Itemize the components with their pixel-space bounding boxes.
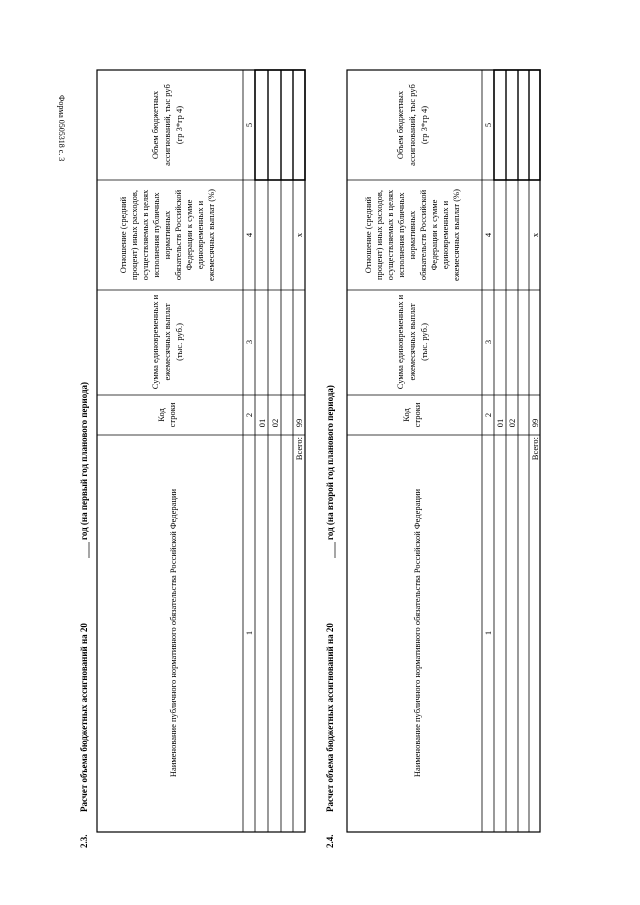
section-2-4-title-suffix: год (на второй год планового периода): [325, 385, 335, 540]
section-2-3-title-prefix: Расчет объема бюджетных ассигнований на 20: [79, 623, 89, 812]
header-volume-line: Объем бюджетных: [150, 90, 160, 160]
header-ratio-line: процент) иных расходов,: [129, 189, 139, 281]
col-number-1: 1: [244, 630, 254, 636]
col-number-2: 2: [483, 412, 493, 418]
header-volume-line: (гр 3*гр 4): [419, 105, 429, 145]
section-2-4: [325, 70, 540, 848]
col-number-5: 5: [244, 122, 254, 128]
row-code: 01: [257, 418, 267, 428]
section-2-3-title-suffix: год (на первый год планового периода): [79, 381, 89, 540]
header-ratio-line: процент) иных расходов,: [374, 189, 384, 281]
section-2-3-table: [97, 70, 305, 832]
header-ratio-line: единовременных и: [195, 200, 205, 270]
section-2-4-header-volume: [395, 84, 429, 166]
section-2-4-title-prefix: Расчет объема бюджетных ассигнований на 20: [325, 623, 335, 812]
header-sum-line: (тыс. руб.): [419, 323, 429, 361]
col-number-4: 4: [244, 232, 254, 238]
header-ratio-line: единовременных и: [440, 200, 450, 270]
header-ratio-line: исполнения публичных: [151, 192, 161, 278]
header-code-line: строки: [167, 402, 177, 428]
header-code-line: Код: [156, 408, 166, 422]
header-ratio-line: обязательств Российской: [173, 189, 183, 281]
header-volume-line: Объем бюджетных: [395, 90, 405, 160]
header-ratio-line: Федерации к сумме: [184, 199, 194, 271]
header-sum-line: ежемесячных выплат: [407, 303, 417, 381]
section-2-3-number: 2.3.: [79, 834, 89, 848]
table-frame: [97, 70, 305, 832]
header-ratio-line: Отношение (средний: [118, 196, 128, 274]
col-number-4: 4: [483, 232, 493, 238]
header-code-line: строки: [412, 402, 422, 428]
section-2-4-header-sum: [395, 294, 429, 389]
col-number-3: 3: [244, 339, 254, 345]
row-code: 01: [495, 418, 505, 428]
section-2-4-table: [347, 70, 540, 832]
section-2-3-header-volume: [150, 84, 184, 166]
header-ratio-line: осуществляемых в целях: [385, 189, 395, 281]
header-ratio-line: Отношение (средний: [363, 196, 373, 274]
total-label: Всего:: [294, 437, 304, 461]
header-ratio-line: Федерации к сумме: [429, 199, 439, 271]
row-code: 02: [270, 418, 280, 428]
row-code: 02: [507, 418, 517, 428]
section-2-4-header-name: Наименование публичного нормативного обязательства Российской Федерации: [412, 488, 422, 778]
section-2-3-header-code: [156, 402, 177, 427]
header-ratio-line: обязательств Российской: [418, 189, 428, 281]
section-2-4-header-ratio: [363, 189, 461, 281]
col-number-3: 3: [483, 339, 493, 345]
header-ratio-line: ежемесячных выплат (%): [451, 189, 461, 281]
total-code: 99: [294, 418, 304, 428]
form-code: Форма 0505318 с. 3: [57, 95, 66, 162]
header-sum-line: Сумма единовременных и: [150, 294, 160, 390]
header-ratio-line: нормативных: [407, 210, 417, 260]
section-2-3: [79, 70, 305, 848]
header-sum-line: Сумма единовременных и: [395, 294, 405, 390]
section-2-4-number: 2.4.: [325, 834, 335, 848]
total-code: 99: [530, 418, 540, 428]
total-label: Всего:: [530, 437, 540, 461]
table-frame: [347, 70, 540, 832]
total-ratio-x: x: [530, 232, 540, 238]
header-volume-line: ассигнований, тыс руб: [407, 84, 417, 166]
header-ratio-line: ежемесячных выплат (%): [206, 189, 216, 281]
header-volume-line: ассигнований, тыс руб: [162, 84, 172, 166]
header-ratio-line: осуществляемых в целях: [140, 189, 150, 281]
section-2-3-header-sum: [150, 294, 184, 389]
total-ratio-x: x: [294, 232, 304, 238]
header-ratio-line: исполнения публичных: [396, 192, 406, 278]
header-sum-line: (тыс. руб.): [174, 323, 184, 361]
section-2-4-title: [325, 385, 335, 812]
col-number-2: 2: [244, 412, 254, 418]
section-2-3-title: [79, 382, 89, 812]
section-2-3-header-ratio: [118, 189, 216, 281]
col-number-5: 5: [483, 122, 493, 128]
header-sum-line: ежемесячных выплат: [162, 303, 172, 381]
header-ratio-line: нормативных: [162, 210, 172, 260]
section-2-4-header-code: [401, 402, 422, 427]
header-volume-line: (гр 3*гр 4): [174, 105, 184, 145]
section-2-3-header-name: Наименование публичного нормативного обязательства Российской Федерации: [168, 488, 178, 778]
col-number-1: 1: [483, 630, 493, 636]
header-code-line: Код: [401, 408, 411, 422]
